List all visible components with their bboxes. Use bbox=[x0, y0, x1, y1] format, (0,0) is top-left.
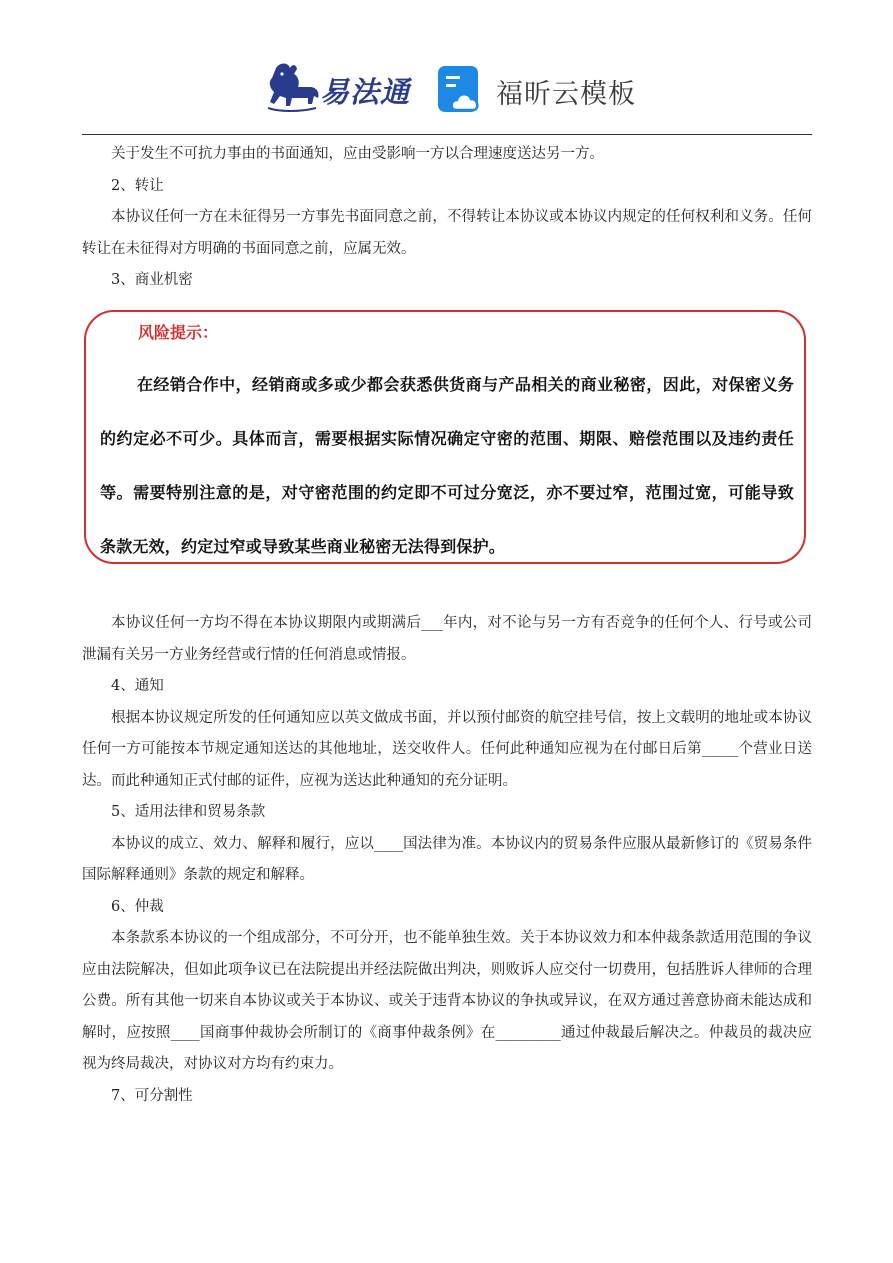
paragraph: 本协议任何一方均不得在本协议期限内或期满后___年内，对不论与另一方有否竞争的任何个人、行号或公司泄漏有关另一方业务经营或行情的任何消息或情报。 bbox=[82, 615, 812, 663]
section-heading: 5、适用法律和贸易条款 bbox=[111, 804, 266, 820]
cloud-document-icon bbox=[436, 64, 488, 116]
yifatong-logo bbox=[262, 60, 422, 118]
fuxin-template-logo bbox=[436, 64, 656, 116]
risk-warning-text: 在经销合作中，经销商或多或少都会获悉供货商与产品相关的商业秘密，因此，对保密义务的约定必不可少。具体而言，需要根据实际情况确定守密的范围、期限、赔偿范围以及违约责任等。需要特别注意的是，对守密范围的约定即不可过分宽泛，亦不要过窄，范围过宽，可能导致条款无效，约定过窄或导致某些商业秘密无法得到保护。 bbox=[100, 375, 794, 556]
paragraph: 本协议任何一方在未征得另一方事先书面同意之前，不得转让本协议或本协议内规定的任何权利和义务。任何转让在未征得对方明确的书面同意之前，应属无效。 bbox=[82, 209, 812, 257]
section-heading: 3、商业机密 bbox=[111, 272, 193, 288]
section-heading: 4、通知 bbox=[111, 678, 164, 694]
page-header bbox=[0, 58, 893, 124]
section-heading: 2、转让 bbox=[111, 177, 164, 194]
risk-warning-title: 风险提示： bbox=[138, 323, 219, 342]
document-body-bottom bbox=[82, 608, 812, 1112]
fuxin-template-logo-text: 福昕云模板 bbox=[496, 79, 636, 110]
yifatong-logo-text: 易法通 bbox=[320, 75, 411, 109]
document-body-top bbox=[82, 139, 812, 297]
risk-warning-box bbox=[84, 310, 806, 564]
qilin-mascot-icon bbox=[262, 60, 322, 118]
paragraph: 根据本协议规定所发的任何通知应以英文做成书面，并以预付邮资的航空挂号信，按上文载明的地址或本协议任何一方可能按本节规定通知送达的其他地址，送交收件人。任何此种通知应视为在付邮日后第_____个营业日送达。而此种通知正式付邮的证件，应视为送达此种通知的充分证明。 bbox=[82, 709, 812, 789]
section-heading: 7、可分割性 bbox=[111, 1087, 193, 1104]
paragraph: 本条款系本协议的一个组成部分，不可分开，也不能单独生效。关于本协议效力和本仲裁条款适用范围的争议应由法院解决，但如此项争议已在法院提出并经法院做出判决，则败诉人应交付一切费用，包括胜诉人律师的合理公费。所有其他一切来自本协议或关于本协议、或关于违背本协议的争执或异议，在双方通过善意协商未能达成和解时，应按照____国商事仲裁协会所制订的《商事仲裁条例》在_________通过仲裁最后解决之。仲裁员的裁决应视为终局裁决，对协议对方均有约束力。 bbox=[82, 930, 812, 1072]
section-heading: 6、仲裁 bbox=[111, 898, 164, 915]
paragraph: 关于发生不可抗力事由的书面通知，应由受影响一方以合理速度送达另一方。 bbox=[111, 146, 604, 162]
paragraph: 本协议的成立、效力、解释和履行，应以____国法律为准。本协议内的贸易条件应服从最新修订的《贸易条件国际解释通则》条款的规定和解释。 bbox=[82, 835, 812, 883]
header-divider bbox=[82, 134, 812, 135]
